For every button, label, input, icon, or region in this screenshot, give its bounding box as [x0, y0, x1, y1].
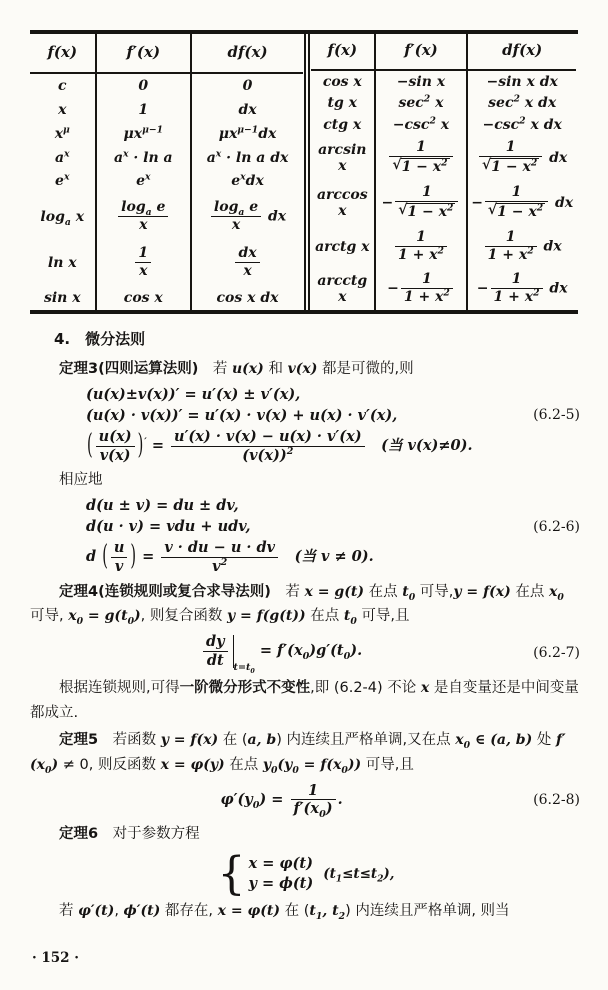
big-paren-left: ( [102, 542, 108, 573]
table-cell: − 1 √ $1 - x^2$ dx [467, 181, 576, 226]
table-cell: $\frac{\log_a e}{x}$ [96, 193, 192, 239]
table-header-cell: f′(x) [96, 34, 192, 73]
table-row [311, 114, 576, 136]
table-header-cell: f′(x) [375, 34, 468, 70]
table-row [311, 70, 576, 93]
table-cell: x [58, 102, 67, 119]
radical-sign: √ [392, 157, 402, 174]
system-line: x = φ(t) [248, 855, 313, 873]
table-row [311, 92, 576, 114]
equation-body: d ( $\frac{u}{v}$ ) = $\frac{v \cdot du - u \cdot dv}{v^2}$ (当 v ≠ 0). [86, 539, 374, 575]
derivative-differential-table [30, 30, 578, 314]
equation-line [30, 539, 582, 575]
table-cell: cos x dx [191, 286, 303, 310]
table-cell: 1 √ $1 - x^2$ [375, 136, 468, 181]
table-row [30, 122, 303, 146]
table-cell: sin x [43, 290, 81, 307]
table-header-cell: df(x) [191, 34, 303, 73]
table-cell: arcsin x [318, 142, 367, 175]
equation-body: d(u ± v) = du ± dv, [86, 497, 239, 515]
paragraph: 相应地 [59, 472, 103, 489]
table-cell: $a^x \cdot \ln a$ [96, 146, 192, 170]
paragraph: 定理5 若函数 y = f(x) 在 (a, b) 内连续且严格单调,又在点 $x_0$ ∈ (a, b) 处 $f'(x_0) \ne 0$, 则反函数 x = φ(y) 在点 $y_0(y_0 = f(x_0))$ 可导,且 [30, 731, 566, 776]
big-paren-left: ( [87, 430, 93, 462]
table-row [30, 193, 303, 239]
table-cell: arctg x [315, 238, 370, 255]
radical-sign: √ [398, 202, 408, 219]
table-header-row [311, 34, 576, 70]
derivative-table-right [311, 34, 576, 310]
page-number [32, 950, 79, 966]
derivative-table-left [30, 34, 303, 310]
table-cell: 1 [96, 98, 192, 122]
paragraph: 定理6 对于参数方程 [59, 825, 200, 842]
big-paren-right: ) [137, 430, 144, 462]
table-cell: − $\frac{1}{1 + x^2}$ dx [467, 268, 576, 310]
radical-sign: √ [482, 157, 492, 174]
table-row [30, 98, 303, 122]
table-cell: $e^x$ [96, 170, 192, 194]
page-number-label: · 152 · [32, 950, 79, 966]
table-cell: $e^xdx$ [191, 170, 303, 194]
table-cell: $\sec^2 x$ [375, 92, 468, 114]
table-cell: arcctg x [317, 272, 368, 305]
table-row [30, 73, 303, 98]
equation-line [30, 497, 582, 514]
table-cell: 1 √ $1 - x^2$ dx [467, 136, 576, 181]
table-header-cell: f(x) [311, 34, 375, 70]
table-row [311, 136, 576, 181]
table-cell: ln x [47, 254, 77, 271]
table-cell: $\frac{1}{1 + x^2}$ dx [467, 226, 576, 268]
table-row [311, 181, 576, 226]
equation-number: (6.2-8) [533, 791, 580, 808]
section-heading: 4. 微分法则 [54, 330, 146, 348]
system-line: y = ϕ(t) [248, 875, 314, 893]
table-cell: $-\csc^2$ x [375, 114, 468, 136]
equation-body: ( $\frac{u(x)}{v(x)}$ )′ = $\frac{u'(x) \cdot v(x) - u(x) \cdot v'(x)}{(v(x))^2}$ (当 v(x)≠0). [87, 427, 473, 464]
table-header-cell: df(x) [467, 34, 576, 70]
equation-number: (6.2-5) [533, 407, 580, 424]
equation-number: (6.2-7) [533, 644, 580, 661]
table-cell: 0 [191, 73, 303, 98]
table-cell: $\log_a x$ [40, 208, 85, 228]
system-lines [249, 855, 314, 892]
table-cell: $\frac{1}{x}$ [96, 240, 192, 286]
paragraph: 定理4(连锁规则或复合求导法则) 若 x = g(t) 在点 $t_0$ 可导,y = f(x) 在点 $x_0$ 可导, $x_0 = g(t_0)$, 则复合函数 y = f(g(t)) 在点 $t_0$ 可导,且 [30, 583, 564, 628]
paragraph: 根据连锁规则,可得一阶微分形式不变性,即 (6.2-4) 不论 x 是自变量还是中间变量都成立. [30, 679, 579, 721]
big-paren-right: ) [130, 542, 137, 573]
table-cell: $\frac{\log_a e}{x}$ dx [191, 193, 303, 239]
equation-body: (u(x)±v(x))′ = u′(x) ± v′(x), [86, 385, 301, 403]
table-cell: arccos x [316, 187, 368, 220]
table-cell: $\mu x^{\mu-1}dx$ [191, 122, 303, 146]
equation-line [30, 407, 582, 424]
table-cell: $a^x \cdot \ln a$ dx [191, 146, 303, 170]
equation-line [30, 386, 582, 403]
table-cell: cos x [96, 286, 192, 310]
table-cell: −sin x [375, 70, 468, 93]
table-cell: − 1 √ $1 - x^2$ [375, 181, 468, 226]
table-cell: dx [191, 98, 303, 122]
table-cell: $e^x$ [55, 171, 70, 190]
body-blocks [30, 328, 582, 924]
table-row [311, 226, 576, 268]
equation-line [30, 781, 582, 821]
system-constraint: $(t_1\le t\le t_2)$, [323, 865, 395, 885]
table-cell: $\frac{dx}{x}$ [191, 240, 303, 286]
table-cell: −sin x dx [467, 70, 576, 93]
table-row [30, 286, 303, 310]
table-header-row [30, 34, 303, 73]
table-cell: cos x [322, 73, 362, 90]
table-row [30, 240, 303, 286]
table-cell: ctg x [323, 116, 362, 133]
equation-line [30, 428, 582, 464]
table-row [30, 170, 303, 194]
radical-sign: √ [487, 202, 498, 219]
table-double-divider [304, 34, 310, 310]
paragraph: 定理3(四则运算法则) 若 u(x) 和 v(x) 都是可微的,则 [59, 361, 414, 377]
table-cell: $\sec^2 x$ dx [467, 92, 576, 114]
table-row [30, 146, 303, 170]
table-cell: $\frac{1}{1 + x^2}$ [375, 226, 468, 268]
equation-body: (u(x) · v(x))′ = u′(x) · v(x) + u(x) · v′(x), [86, 406, 398, 424]
equation-body: $\frac{dy}{dt}$ $_{t=t_0} = f'(x_0)g'(t_0)$. [30, 633, 533, 671]
table-cell: $x^\mu$ [54, 124, 70, 142]
equation-line [30, 518, 582, 535]
table-cell: $-\csc^2$ x dx [467, 114, 576, 136]
table-cell: c [57, 78, 67, 95]
table-cell: $a^x$ [54, 148, 70, 166]
paragraph: 若 φ′(t), ϕ′(t) 都存在, x = φ(t) 在 ($t_1$, $t_2$) 内连续且严格单调, 则当 [59, 902, 510, 922]
table-row [311, 268, 576, 310]
parametric-equation-system [30, 847, 582, 900]
system-brace: { [217, 847, 246, 900]
table-cell: tg x [327, 95, 358, 112]
table-cell: $\mu x^{\mu-1}$ [96, 122, 192, 146]
table-header-cell: f(x) [30, 34, 96, 73]
table-cell: − $\frac{1}{1 + x^2}$ [375, 268, 468, 310]
equation-line [30, 633, 582, 675]
table-cell: 0 [96, 73, 192, 98]
equation-number: (6.2-6) [533, 518, 580, 535]
equation-body: d(u · v) = vdu + udv, [86, 518, 251, 536]
equation-body: $\varphi'(y_0)$ = $\frac{1}{f'(x_0)}$ . [220, 781, 343, 821]
